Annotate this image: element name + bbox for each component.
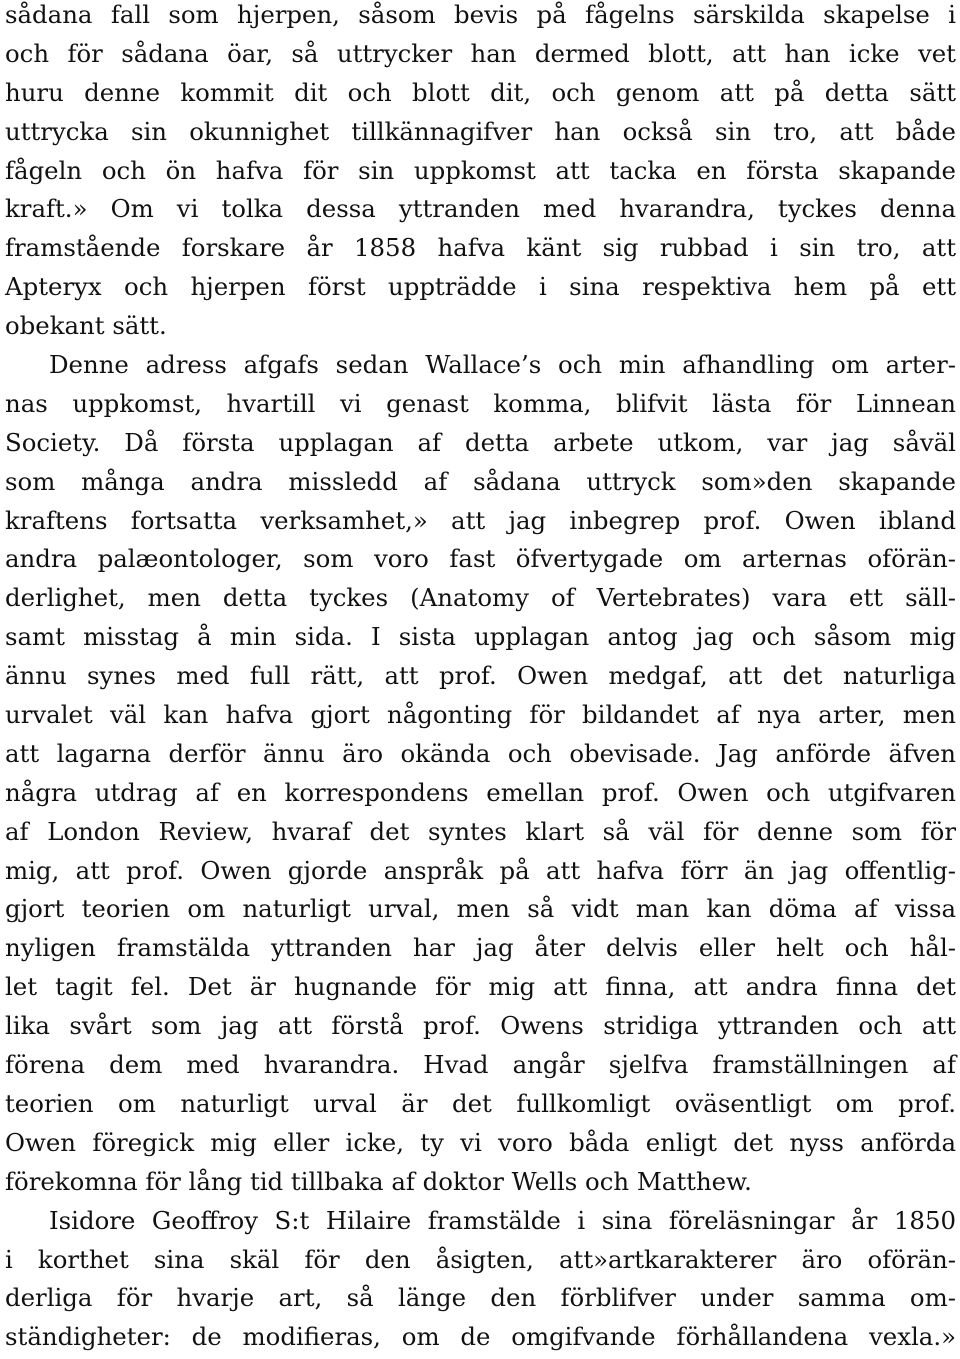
paragraph-2 bbox=[5, 346, 956, 1202]
text-line: framstående forskare år 1858 hafva känt sig rubbad i sin tro, att bbox=[5, 233, 956, 263]
text-line: lika svårt som jag att förstå prof. Owens stridiga yttranden och att bbox=[5, 1011, 956, 1041]
text-line: i korthet sina skäl för den åsigten, att»artkarakterer äro oförän- bbox=[5, 1244, 956, 1274]
text-line: förekomna för lång tid tillbaka af doktor Wells och Matthew. bbox=[5, 1166, 752, 1196]
text-line: förena dem med hvarandra. Hvad angår sjelfva framställningen af bbox=[5, 1050, 956, 1080]
text-line: uttrycka sin okunnighet tillkännagifver han också sin tro, att både bbox=[5, 116, 956, 146]
document-page bbox=[5, 0, 956, 1357]
text-line: kraft.» Om vi tolka dessa yttranden med hvarandra, tyckes denna bbox=[5, 194, 956, 224]
text-line: Society. Då första upplagan af detta arbete utkom, var jag såväl bbox=[5, 427, 956, 457]
text-line: nyligen framstälda yttranden har jag åter delvis eller helt och hål- bbox=[5, 933, 956, 963]
text-line: kraftens fortsatta verksamhet,» att jag inbegrep prof. Owen ibland bbox=[5, 505, 956, 535]
text-line: obekant sätt. bbox=[5, 311, 167, 341]
text-line: ständigheter: de modifieras, om de omgifvande förhållandena vexla.» bbox=[5, 1322, 956, 1352]
text-line: nas uppkomst, hvartill vi genast komma, blifvit lästa för Linnean bbox=[5, 388, 956, 418]
text-line: gjort teorien om naturligt urval, men så vidt man kan döma af vissa bbox=[5, 894, 956, 924]
text-line: andra palæontologer, som voro fast öfvertygade om arternas oförän- bbox=[5, 544, 956, 574]
text-line: let tagit fel. Det är hugnande för mig att finna, att andra finna det bbox=[5, 972, 956, 1002]
text-line: fågeln och ön hafva för sin uppkomst att tacka en första skapande bbox=[5, 155, 956, 185]
text-line: sådana fall som hjerpen, såsom bevis på fågelns särskilda skapelse i bbox=[5, 0, 956, 29]
paragraph-3 bbox=[5, 1202, 956, 1358]
paragraph-1 bbox=[5, 0, 956, 346]
text-line: Isidore Geoffroy S:t Hilaire framstälde i sina föreläsningar år 1850 bbox=[49, 1205, 956, 1235]
text-line: af London Review, hvaraf det syntes klart så väl för denne som för bbox=[5, 816, 956, 846]
text-line: huru denne kommit dit och blott dit, och genom att på detta sätt bbox=[5, 77, 956, 107]
text-line: Owen föregick mig eller icke, ty vi voro båda enligt det nyss anförda bbox=[5, 1127, 956, 1157]
text-line: Apteryx och hjerpen först uppträdde i sina respektiva hem på ett bbox=[5, 272, 956, 302]
text-line: att lagarna derför ännu äro okända och obevisade. Jag anförde äfven bbox=[5, 738, 956, 768]
text-line: Denne adress afgafs sedan Wallace’s och min afhandling om arter- bbox=[49, 350, 956, 380]
text-line: ännu synes med full rätt, att prof. Owen medgaf, att det naturliga bbox=[5, 661, 956, 691]
text-line: samt misstag å min sida. I sista upplagan antog jag och såsom mig bbox=[5, 622, 956, 652]
text-line: urvalet väl kan hafva gjort någonting för bildandet af nya arter, men bbox=[5, 700, 956, 730]
text-line: som många andra missledd af sådana uttryck som»den skapande bbox=[5, 466, 956, 496]
text-line: några utdrag af en korrespondens emellan prof. Owen och utgifvaren bbox=[5, 777, 956, 807]
text-line: mig, att prof. Owen gjorde anspråk på att hafva förr än jag offentlig- bbox=[5, 855, 956, 885]
text-line: derlighet, men detta tyckes (Anatomy of Vertebrates) vara ett säll- bbox=[5, 583, 956, 613]
text-line: teorien om naturligt urval är det fullkomligt oväsentligt om prof. bbox=[5, 1088, 956, 1118]
text-line: och för sådana öar, så uttrycker han dermed blott, att han icke vet bbox=[5, 38, 956, 68]
text-line: derliga för hvarje art, så länge den förblifver under samma om- bbox=[5, 1283, 956, 1313]
